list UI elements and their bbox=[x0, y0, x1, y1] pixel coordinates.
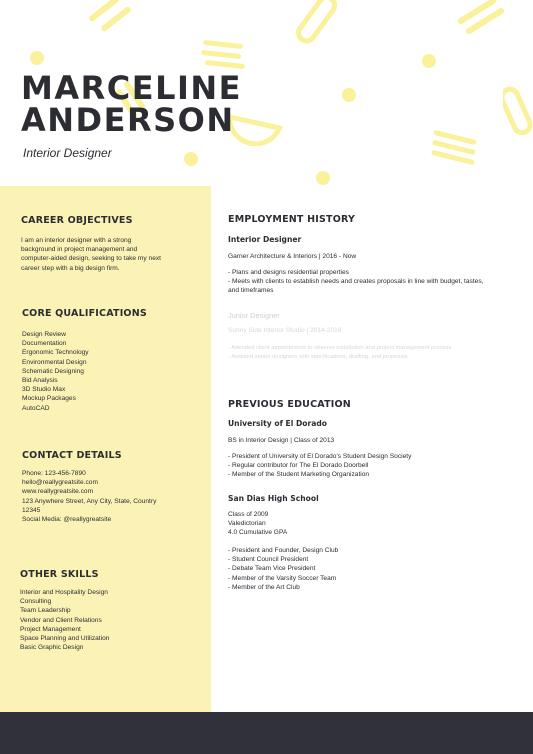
list-item: Consulting bbox=[20, 598, 52, 606]
job-title: Interior Designer bbox=[23, 146, 112, 160]
school-detail: Valedictorian bbox=[228, 520, 266, 528]
contact-details-list bbox=[22, 469, 156, 524]
confetti-dot bbox=[342, 88, 356, 102]
bullet-item: and timeframes bbox=[228, 287, 274, 295]
list-item: Schematic Designing bbox=[22, 367, 84, 375]
confetti-stroke bbox=[203, 40, 243, 49]
first-name: MARCELINE bbox=[21, 69, 243, 107]
bullet-item: - Member of the Varsity Soccer Team bbox=[228, 574, 337, 582]
footer-bar bbox=[0, 712, 533, 754]
job-bullets bbox=[228, 344, 451, 361]
contact-details-heading: CONTACT DETAILS bbox=[22, 450, 122, 461]
website-link[interactable]: www.reallygreatsite.com bbox=[22, 488, 94, 496]
address-text: 123 Anywhere Street, Any City, State, Country bbox=[22, 497, 157, 505]
text-line: background in project management and bbox=[21, 246, 138, 254]
bullet-item: - Assisted senior designers with specifications, drafting, and proposals bbox=[228, 353, 408, 360]
bullet-item: - Member of the Student Marketing Organization bbox=[228, 471, 370, 479]
bullet-item: - Plans and designs residential properties bbox=[228, 269, 349, 276]
postal-code-text: 12345 bbox=[22, 506, 41, 514]
school-detail: BS in Interior Design | Class of 2013 bbox=[228, 437, 335, 444]
confetti-dot bbox=[422, 54, 436, 68]
list-item: AutoCAD bbox=[22, 404, 50, 412]
text-line: I am an interior designer with a strong bbox=[21, 237, 132, 244]
employment-history-heading: EMPLOYMENT HISTORY bbox=[228, 214, 356, 225]
confetti-stroke bbox=[205, 60, 245, 69]
list-item: Mockup Packages bbox=[22, 395, 76, 403]
bullet-item: - Student Council President bbox=[228, 556, 309, 564]
confetti-stroke bbox=[201, 50, 241, 59]
confetti-dot bbox=[316, 171, 330, 185]
candidate-name bbox=[21, 69, 243, 139]
career-objectives-text bbox=[21, 236, 161, 273]
job-company: Sunny Side Interior Studio | 2014-2016 bbox=[228, 327, 342, 334]
school-detail: Class of 2009 bbox=[228, 511, 269, 518]
school-bullets bbox=[228, 452, 411, 480]
career-objectives-heading: CAREER OBJECTIVES bbox=[21, 215, 133, 226]
list-item: Bid Analysis bbox=[22, 377, 58, 385]
list-item: Environmental Design bbox=[22, 358, 87, 366]
core-qualifications-heading: CORE QUALIFICATIONS bbox=[22, 308, 147, 319]
paperclip-shape bbox=[296, 0, 340, 46]
list-item: Project Management bbox=[20, 625, 81, 633]
paperclip-shape bbox=[503, 86, 533, 138]
text-line: computer-aided design, seeking to take my next bbox=[21, 255, 162, 263]
email-link[interactable]: hello@reallygreatsite.com bbox=[22, 479, 98, 487]
other-skills-heading: OTHER SKILLS bbox=[20, 569, 99, 580]
job-company: Garner Architecture & Interiors | 2016 - Now bbox=[228, 253, 357, 260]
text-line: career step with a big design firm. bbox=[21, 264, 120, 272]
list-item: Ergonomic Technology bbox=[22, 349, 89, 357]
bullet-item: - Meets with clients to establish needs and creates proposals in line with budget, tastes, bbox=[228, 278, 484, 286]
list-item: Space Planning and Utilization bbox=[20, 635, 110, 643]
list-item: Interior and Hospitality Design bbox=[20, 589, 108, 596]
bullet-item: - President and Founder, Design Club bbox=[228, 547, 339, 554]
list-item: Design Review bbox=[22, 331, 66, 338]
job-bullets bbox=[228, 268, 483, 296]
school-bullets bbox=[228, 546, 338, 592]
social-media-text: Social Media: @reallygreatsite bbox=[22, 516, 112, 524]
school-details bbox=[228, 510, 287, 538]
phone-text: Phone: 123-456-7890 bbox=[22, 470, 86, 477]
bullet-item: - Attended client appointments to observe installation and project management process bbox=[228, 345, 452, 351]
bullet-item: - Regular contributor for The El Dorado Doorbell bbox=[228, 462, 369, 470]
previous-education-heading: PREVIOUS EDUCATION bbox=[228, 399, 351, 410]
list-item: 3D Studio Max bbox=[22, 386, 66, 394]
job-role: Interior Designer bbox=[228, 235, 302, 244]
school-detail: 4.0 Cumulative GPA bbox=[228, 529, 288, 537]
school-name: San Dias High School bbox=[228, 494, 319, 503]
list-item: Team Leadership bbox=[20, 607, 71, 615]
core-qualifications-list bbox=[22, 330, 89, 413]
list-item: Vendor and Client Relations bbox=[20, 616, 102, 624]
job-role: Junior Designer bbox=[228, 311, 280, 320]
confetti-dot bbox=[184, 152, 198, 166]
school-name: University of El Dorado bbox=[228, 419, 328, 428]
other-skills-list bbox=[20, 588, 109, 652]
last-name: ANDERSON bbox=[21, 101, 235, 139]
bullet-item: - President of University of El Dorado's Student Design Society bbox=[228, 453, 412, 460]
bullet-item: - Debate Team Vice President bbox=[228, 565, 316, 573]
confetti-dot bbox=[30, 51, 44, 65]
list-item: Basic Graphic Design bbox=[20, 644, 84, 652]
bullet-item: - Member of the Art Club bbox=[228, 583, 300, 591]
list-item: Documentation bbox=[22, 340, 67, 348]
